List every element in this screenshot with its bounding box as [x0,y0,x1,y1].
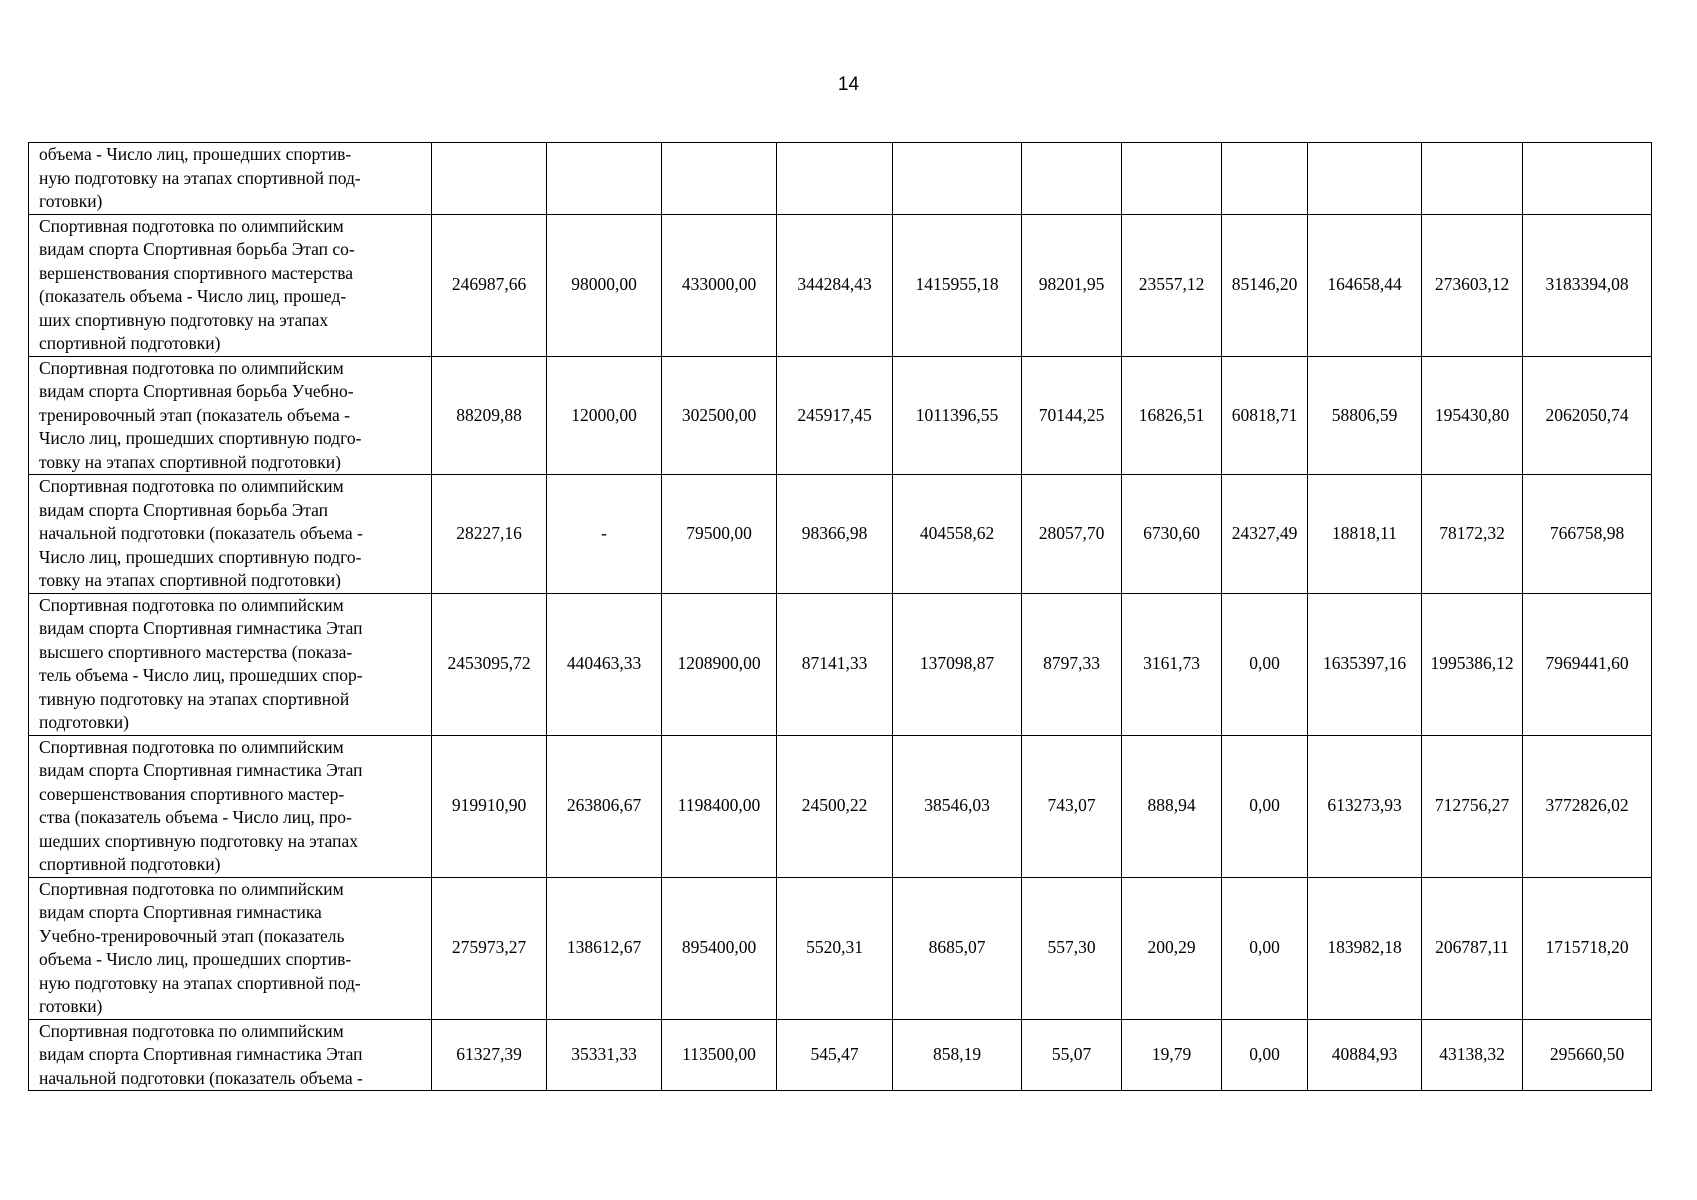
description-line: спортивной подготовки) [39,333,221,353]
value-cell: 70144,25 [1022,356,1122,475]
value-cell: 43138,32 [1422,1019,1523,1091]
description-line: совершенствования спортивного мастер- [39,783,345,804]
value-cell: 0,00 [1222,735,1308,877]
table-body [29,143,1652,1091]
description-line: видам спорта Спортивная борьба Этап со- [39,239,355,259]
value-cell [662,143,777,215]
row-description-cell [29,593,432,735]
value-cell: 16826,51 [1122,356,1222,475]
value-cell: 0,00 [1222,1019,1308,1091]
description-line: Учебно-тренировочный этап (показатель [39,925,345,946]
table-row [29,214,1652,356]
value-cell: 0,00 [1222,593,1308,735]
value-cell: 557,30 [1022,877,1122,1019]
value-cell: 1635397,16 [1308,593,1422,735]
table-row [29,143,1652,215]
description-line: Спортивная подготовка по олимпийским [39,594,344,615]
description-line: Спортивная подготовка по олимпийским [39,357,344,378]
description-line: ших спортивную подготовку на этапах [39,309,329,330]
value-cell: 613273,93 [1308,735,1422,877]
value-cell [1422,143,1523,215]
description-line: объема - Число лиц, прошедших спортив- [39,949,352,969]
value-cell: 38546,03 [893,735,1022,877]
value-cell: 766758,98 [1523,475,1652,594]
value-cell: 2453095,72 [432,593,547,735]
page-number: 14 [837,74,860,95]
row-description-cell [29,214,432,356]
description-line: видам спорта Спортивная борьба Учебно- [39,381,354,401]
description-line: видам спорта Спортивная гимнастика [39,902,322,922]
value-cell [1308,143,1422,215]
value-cell: 3161,73 [1122,593,1222,735]
table-row [29,593,1652,735]
description-line: видам спорта Спортивная гимнастика Этап [39,760,363,780]
value-cell [432,143,547,215]
value-cell: 85146,20 [1222,214,1308,356]
value-cell: 3183394,08 [1523,214,1652,356]
description-line: вершенствования спортивного мастерства [39,262,354,283]
description-line: Спортивная подготовка по олимпийским [39,878,344,899]
row-description-cell [29,475,432,594]
value-cell: 302500,00 [662,356,777,475]
value-cell: 98000,00 [547,214,662,356]
description-line: Число лиц, прошедших спортивную подго- [39,428,362,448]
value-cell [1122,143,1222,215]
row-description-cell [29,735,432,877]
value-cell [1222,143,1308,215]
description-line: товку на этапах спортивной подготовки) [39,570,341,590]
value-cell: 1208900,00 [662,593,777,735]
description-line: объема - Число лиц, прошедших спортив- [39,144,352,164]
value-cell: 98201,95 [1022,214,1122,356]
value-cell: 5520,31 [777,877,893,1019]
table-row [29,475,1652,594]
value-cell: 1198400,00 [662,735,777,877]
value-cell: 18818,11 [1308,475,1422,594]
value-cell: 113500,00 [662,1019,777,1091]
description-line: готовки) [39,996,103,1016]
row-description-cell [29,877,432,1019]
value-cell: 919910,90 [432,735,547,877]
value-cell [777,143,893,215]
value-cell: 28227,16 [432,475,547,594]
value-cell [547,143,662,215]
value-cell: 2062050,74 [1523,356,1652,475]
value-cell: 35331,33 [547,1019,662,1091]
row-description-cell [29,356,432,475]
value-cell: 743,07 [1022,735,1122,877]
value-cell: 19,79 [1122,1019,1222,1091]
table-row [29,735,1652,877]
table-row [29,356,1652,475]
value-cell: 87141,33 [777,593,893,735]
value-cell: 275973,27 [432,877,547,1019]
description-line: товку на этапах спортивной подготовки) [39,451,341,472]
description-line: Число лиц, прошедших спортивную подго- [39,546,362,567]
value-cell: 12000,00 [547,356,662,475]
description-line: видам спорта Спортивная борьба Этап [39,499,329,520]
value-cell: 440463,33 [547,593,662,735]
value-cell: 28057,70 [1022,475,1122,594]
value-cell: 712756,27 [1422,735,1523,877]
value-cell: 295660,50 [1523,1019,1652,1091]
description-line: шедших спортивную подготовку на этапах [39,830,359,851]
value-cell: 195430,80 [1422,356,1523,475]
description-line: (показатель объема - Число лиц, прошед- [39,286,347,306]
value-cell: 78172,32 [1422,475,1523,594]
value-cell: 164658,44 [1308,214,1422,356]
description-line: высшего спортивного мастерства (показа- [39,641,353,662]
value-cell: 7969441,60 [1523,593,1652,735]
description-line: тренировочный этап (показатель объема - [39,404,351,425]
budget-table [28,142,1652,1091]
value-cell: 263806,67 [547,735,662,877]
description-line: ства (показатель объема - Число лиц, про- [39,807,352,827]
description-line: ную подготовку на этапах спортивной под- [39,167,361,188]
row-description-cell [29,1019,432,1091]
value-cell: 273603,12 [1422,214,1523,356]
value-cell: 40884,93 [1308,1019,1422,1091]
value-cell: 3772826,02 [1523,735,1652,877]
value-cell: 895400,00 [662,877,777,1019]
value-cell: 88209,88 [432,356,547,475]
value-cell: 404558,62 [893,475,1022,594]
value-cell: 138612,67 [547,877,662,1019]
description-line: тель объема - Число лиц, прошедших спор- [39,665,363,685]
value-cell: 888,94 [1122,735,1222,877]
row-description-cell [29,143,432,215]
description-line: видам спорта Спортивная гимнастика Этап [39,1044,363,1064]
value-cell: 24500,22 [777,735,893,877]
value-cell: 8797,33 [1022,593,1122,735]
value-cell: 245917,45 [777,356,893,475]
value-cell: 98366,98 [777,475,893,594]
value-cell: 23557,12 [1122,214,1222,356]
description-line: Спортивная подготовка по олимпийским [39,1020,344,1041]
value-cell: 1715718,20 [1523,877,1652,1019]
description-line: тивную подготовку на этапах спортивной [39,688,350,709]
value-cell: 137098,87 [893,593,1022,735]
value-cell: 1011396,55 [893,356,1022,475]
table-row [29,877,1652,1019]
value-cell: 183982,18 [1308,877,1422,1019]
description-line: Спортивная подготовка по олимпийским [39,215,344,236]
value-cell: 8685,07 [893,877,1022,1019]
value-cell: 1995386,12 [1422,593,1523,735]
description-line: начальной подготовки (показатель объема - [39,523,363,543]
value-cell [1523,143,1652,215]
description-line: спортивной подготовки) [39,854,221,874]
description-line: Спортивная подготовка по олимпийским [39,736,344,757]
description-line: начальной подготовки (показатель объема - [39,1067,363,1088]
value-cell: 61327,39 [432,1019,547,1091]
value-cell [1022,143,1122,215]
value-cell: 206787,11 [1422,877,1523,1019]
description-line: видам спорта Спортивная гимнастика Этап [39,618,363,638]
value-cell: 58806,59 [1308,356,1422,475]
value-cell: 6730,60 [1122,475,1222,594]
value-cell: 24327,49 [1222,475,1308,594]
value-cell [893,143,1022,215]
description-line: готовки) [39,191,103,211]
value-cell: 433000,00 [662,214,777,356]
value-cell: 545,47 [777,1019,893,1091]
table-row [29,1019,1652,1091]
value-cell: 344284,43 [777,214,893,356]
value-cell: 55,07 [1022,1019,1122,1091]
value-cell: - [547,475,662,594]
value-cell: 200,29 [1122,877,1222,1019]
description-line: Спортивная подготовка по олимпийским [39,476,344,496]
value-cell: 246987,66 [432,214,547,356]
description-line: подготовки) [39,712,129,732]
value-cell: 1415955,18 [893,214,1022,356]
value-cell: 60818,71 [1222,356,1308,475]
description-line: ную подготовку на этапах спортивной под- [39,972,361,993]
value-cell: 79500,00 [662,475,777,594]
value-cell: 0,00 [1222,877,1308,1019]
value-cell: 858,19 [893,1019,1022,1091]
